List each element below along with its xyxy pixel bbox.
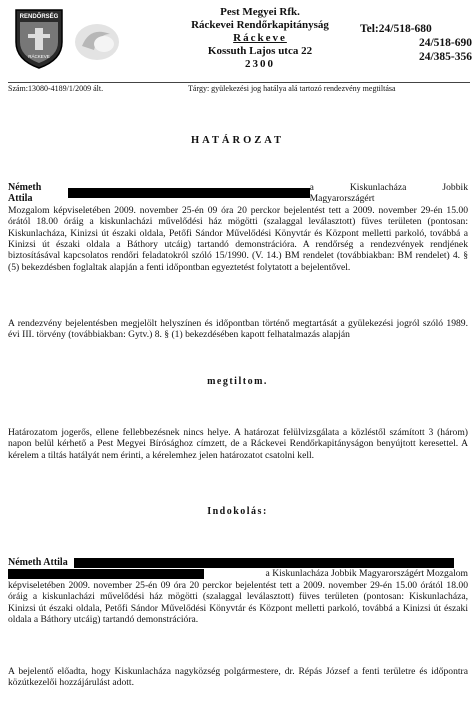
redaction-4 [8,569,204,579]
redaction-1 [68,188,154,198]
org-line-5: 2300 [245,58,275,70]
phone-line-2: 24/518-690 [418,37,472,49]
phone-block [360,22,472,64]
applicant-name-2: Németh Attila [8,557,68,568]
organization-header [170,6,350,71]
section-1 [8,182,468,273]
badge-motto: RÁCKEVE [28,54,50,59]
section-4-body: képviseletében 2009. november 25-én 09 óra 20 perckor bejelentést tett a 2009. november 29-én 15.00 órától 18.00 óráig a kiskunlacházi művelődési ház mögötti (szalaggal leválasztott) füves területen (pontosan: Kiskunlacháza, Kinizsi út északi oldala, Petőfi Sándor Művelődési Könyvtár és Központ melletti parkoló, továbbá a Kinizsi út északi oldala a Báthory utcáig) tartandó demonstrációra. [8,579,468,626]
section-1-line1-tail: a Kiskunlacháza Jobbik Magyarországért [309,182,468,205]
section-5: A bejelentő előadta, hogy Kiskunlacháza nagyközség polgármestere, dr. Répás József a fenti területre és időpontra közútkezelői hozzájárulást adott. [8,666,468,689]
subject-line: Tárgy: gyülekezési jog hatálya alá tartozó rendezvény megtiltása [188,84,396,93]
applicant-name: Németh Attila [8,182,42,205]
org-line-1: Pest Megyei Rfk. [220,6,300,18]
org-line-3: Ráckeve [233,32,287,44]
decision-heading: megtiltom. [207,376,268,387]
org-line-4: Kossuth Lajos utca 22 [207,45,313,57]
swirl-emblem-logo [70,20,124,64]
header-divider [8,82,470,83]
section-1-body: Mozgalom képviseletében 2009. november 25-én 09 óra 20 perckor bejelentést tett a 2009. november 29-én 15.00 órától 18.00 óráig a kiskunlacházi művelődési ház mögötti (szalaggal leválasztott) füves területen (pontosan: Kiskunlacháza, Kinizsi út északi oldala, Petőfi Sándor Művelődési Könyvtár és Központ melletti parkoló, továbbá a Kinizsi út északi oldala a Báthory utcáig) tartandó demonstrációra. A rendőrség a rendezvények rendjének biztosításával kapcsolatos rendőri feladatokról szóló 15/1990. (V. 14.) BM rendelet (továbbiakban: BM rendelet) 4. § (5) bekezdésben foglaltak alapján a fenti időpontban egyeztetést folytatott a bejelentővel. [8,204,468,273]
badge-text: RENDŐRSÉG [19,14,59,20]
redaction-2 [150,188,310,198]
org-line-2: Ráckevei Rendőrkapitányság [191,19,329,31]
section-3: Határozatom jogerős, ellene fellebbezésnek nincs helye. A határozat felülvizsgálata a közléstől számított 3 (három) napon belül kérhető a Pest Megyei Bírósághoz címzett, de a Ráckevei Rendőrkapitányságon benyújtott keresettel. A kérelem a tiltás hatályát nem érinti, a kérelemhez jelen határozatot csatolni kell. [8,427,468,461]
phone-line-3: 24/385-356 [418,51,472,63]
reasoning-heading: Indokolás: [207,506,268,517]
redaction-3 [74,558,454,568]
section-2: A rendezvény bejelentésben megjelölt helyszínen és időpontban történő megtartását a gyülekezési jogról szóló 1989. évi III. törvény (továbbiakban: Gytv.) 8. § (1) bekezdésében kapott felhatalmazás alapján [8,318,468,341]
document-title: HATÁROZAT [190,135,285,146]
phone-line-1: Tel:24/518-680 [360,23,432,35]
section-4 [8,557,468,625]
police-badge-logo [12,6,66,70]
section-4-line2-tail: a Kiskunlacháza Jobbik Magyarországért Mozgalom [265,568,468,580]
reference-number: Szám:13080-4189/1/2009 ált. [8,84,104,93]
